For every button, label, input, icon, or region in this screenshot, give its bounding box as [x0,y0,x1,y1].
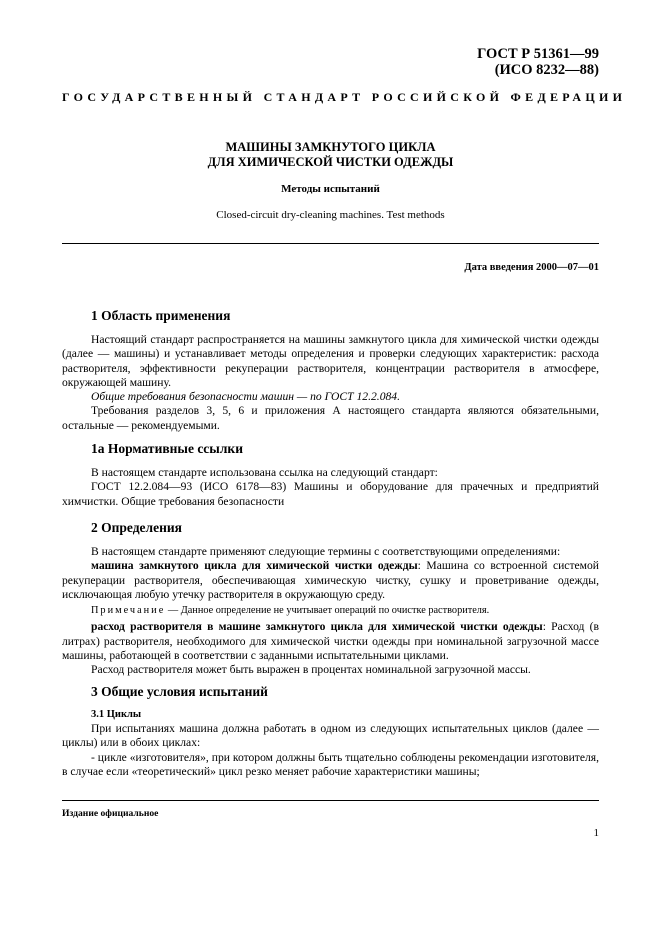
official-edition-label: Издание официальное [62,808,159,819]
gost-number: ГОСТ Р 51361—99 [477,46,599,62]
section-1a-paragraph: В настоящем стандарте использована ссылка на следующий стандарт: [91,466,438,479]
section-2-paragraph: Расход растворителя может быть выражен в процентах номинальной загрузочной массы. [91,663,531,677]
definition-note [62,604,599,618]
section-3-paragraph: При испытаниях машина должна работать в одном из следующих испытательных циклов (далее — циклы) или в обоих циклах: [62,722,599,750]
section-1a-heading: 1а Нормативные ссылки [91,441,243,456]
definition-2 [62,620,599,663]
footer-divider [62,800,599,801]
term-1: машина замкнутого цикла для химической чистки одежды [91,559,418,573]
section-2-body [62,545,599,678]
english-title: Closed-circuit dry-cleaning machines. Test methods [216,209,445,221]
section-2-paragraph: В настоящем стандарте применяют следующие термины с соответствующими определениями: [91,545,561,558]
title-line-1: МАШИНЫ ЗАМКНУТОГО ЦИКЛА [225,140,436,154]
definition-2-text: : Расход (в литрах) растворителя, необходимого для химической чистки одежды при номинальной загрузочной массе машины, работающей в соответствии с заданными испытательными циклами. [62,620,599,663]
title-divider [62,243,599,244]
section-1-heading: 1 Область применения [91,308,231,323]
state-standard-heading: ГОСУДАРСТВЕННЫЙ СТАНДАРТ РОССИЙСКОЙ ФЕДЕРАЦИИ [62,90,627,104]
subsection-3-1-heading: 3.1 Циклы [91,709,142,720]
section-3-body [62,722,599,779]
section-3-heading: 3 Общие условия испытаний [91,684,268,699]
definition-1 [62,559,599,602]
section-1a-reference: ГОСТ 12.2.084—93 (ИСО 6178—83) Машины и оборудование для прачечных и предприятий химчистки. Общие требования безопасности [62,480,599,508]
introduction-date: Дата введения 2000—07—01 [464,262,599,273]
page-number: 1 [593,827,599,839]
section-1-safety-reference: Общие требования безопасности машин — по ГОСТ 12.2.084. [91,390,400,404]
section-1-body [62,333,599,433]
section-1-paragraph: Настоящий стандарт распространяется на машины замкнутого цикла для химической чистки одежды (далее — машины) и устанавливает методы определения и проверки следующих характеристик: расхода растворителя, эффективности рекуперации растворителя, концентрации растворителя в атмосфере, окружающей машину. [62,333,599,389]
section-3-paragraph: - цикле «изготовителя», при котором должны быть тщательно соблюдены рекомендации изготовителя, в случае если «теоретический» цикл резко меняет рабочие характеристики машины; [62,750,599,778]
definition-1-text: : Машина со встроенной системой рекуперации растворителя, обеспечивающая химическую чистку, сушку и проветривание одежды, исключающая любую утечку растворителя в окружающую среду. [62,559,599,601]
note-label: Примечание [91,605,166,617]
section-1a-body [62,466,599,509]
title-line-2: ДЛЯ ХИМИЧЕСКОЙ ЧИСТКИ ОДЕЖДЫ [207,155,454,169]
iso-number: (ИСО 8232—88) [494,62,599,78]
section-1-paragraph: Требования разделов 3, 5, 6 и приложения А настоящего стандарта являются обязательными, остальные — рекомендуемыми. [62,404,599,432]
section-2-heading: 2 Определения [91,520,182,535]
standard-number-block [477,46,599,78]
document-title [62,140,599,170]
document-subtitle: Методы испытаний [281,183,380,195]
note-text: — Данное определение не учитывает операций по очистке растворителя. [165,605,490,617]
term-2: расход растворителя в машине замкнутого цикла для химической чистки одежды [91,620,543,634]
